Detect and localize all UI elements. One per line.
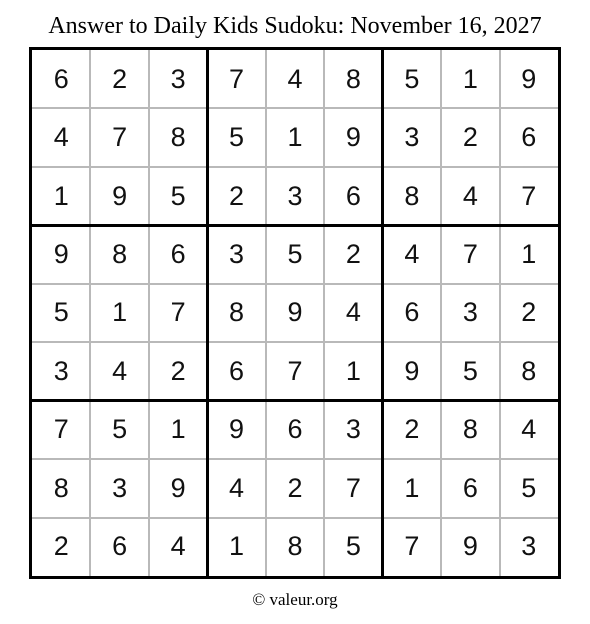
- sudoku-cell: 5: [53, 297, 69, 328]
- sudoku-cell: 2: [345, 239, 361, 270]
- sudoku-cell: 8: [404, 180, 420, 211]
- sudoku-cell: 3: [170, 63, 186, 94]
- sudoku-cell: 3: [521, 531, 537, 562]
- sudoku-cell: 9: [521, 63, 537, 94]
- sudoku-cell: 3: [404, 122, 420, 153]
- sudoku-cell: 8: [112, 239, 128, 270]
- sudoku-cell: 3: [462, 297, 478, 328]
- sudoku-cell: 6: [170, 239, 186, 270]
- copyright-footer: © valeur.org: [252, 590, 338, 609]
- sudoku-cell: 8: [462, 414, 478, 445]
- sudoku-cell: 8: [345, 63, 361, 94]
- sudoku-cell: 7: [229, 63, 245, 94]
- sudoku-cell: 1: [53, 180, 69, 211]
- sudoku-cell: 5: [112, 414, 128, 445]
- sudoku-cell: 9: [287, 297, 303, 328]
- sudoku-cell: 5: [345, 531, 361, 562]
- sudoku-cell: 2: [404, 414, 420, 445]
- sudoku-cell: 8: [53, 472, 69, 503]
- sudoku-cell: 8: [521, 355, 537, 386]
- sudoku-cell: 4: [345, 297, 361, 328]
- sudoku-cell: 9: [229, 414, 245, 445]
- sudoku-cell: 1: [170, 414, 186, 445]
- sudoku-cell: 6: [404, 297, 420, 328]
- sudoku-cell: 7: [404, 531, 420, 562]
- sudoku-cell: 2: [112, 63, 128, 94]
- sudoku-cell: 4: [229, 472, 245, 503]
- sudoku-cell: 7: [53, 414, 69, 445]
- page-title: Answer to Daily Kids Sudoku: November 16, 2027: [48, 13, 542, 39]
- sudoku-cell: 5: [170, 180, 186, 211]
- sudoku-cell: 3: [53, 355, 69, 386]
- sudoku-cell: 9: [462, 531, 478, 562]
- sudoku-cell: 6: [345, 180, 361, 211]
- sudoku-cell: 7: [287, 355, 303, 386]
- sudoku-cell: 1: [229, 531, 245, 562]
- sudoku-cell: 4: [462, 180, 478, 211]
- sudoku-cell: 9: [404, 355, 420, 386]
- sudoku-cell: 8: [170, 122, 186, 153]
- sudoku-cell: 4: [53, 122, 69, 153]
- sudoku-cell: 7: [112, 122, 128, 153]
- sudoku-cell: 4: [112, 355, 128, 386]
- sudoku-cell: 5: [462, 355, 478, 386]
- sudoku-cell: 6: [53, 63, 69, 94]
- sudoku-cell: 1: [287, 122, 303, 153]
- sudoku-cell: 4: [170, 531, 186, 562]
- sudoku-cell: 3: [112, 472, 128, 503]
- sudoku-board: [29, 47, 561, 579]
- sudoku-cell: 7: [462, 239, 478, 270]
- sudoku-cell: 6: [112, 531, 128, 562]
- sudoku-cell: 2: [462, 122, 478, 153]
- sudoku-cell: 4: [287, 63, 303, 94]
- sudoku-cell: 9: [170, 472, 186, 503]
- sudoku-cell: 2: [170, 355, 186, 386]
- sudoku-cell: 9: [345, 122, 361, 153]
- sudoku-cell: 2: [287, 472, 303, 503]
- sudoku-cell: 1: [345, 355, 361, 386]
- sudoku-cell: 3: [287, 180, 303, 211]
- sudoku-cell: 1: [521, 239, 537, 270]
- sudoku-cell: 4: [404, 239, 420, 270]
- sudoku-cell: 8: [229, 297, 245, 328]
- sudoku-cell: 7: [521, 180, 537, 211]
- sudoku-cell: 2: [521, 297, 537, 328]
- sudoku-cell: 5: [521, 472, 537, 503]
- sudoku-cell: 5: [287, 239, 303, 270]
- sudoku-cell: 7: [345, 472, 361, 503]
- sudoku-cell: 6: [287, 414, 303, 445]
- sudoku-cell: 6: [462, 472, 478, 503]
- sudoku-cell: 3: [229, 239, 245, 270]
- sudoku-cell: 8: [287, 531, 303, 562]
- sudoku-cell: 6: [229, 355, 245, 386]
- sudoku-cell: 4: [521, 414, 537, 445]
- sudoku-cell: 2: [229, 180, 245, 211]
- sudoku-cell: 1: [404, 472, 420, 503]
- sudoku-cell: 2: [53, 531, 69, 562]
- sudoku-cell: 7: [170, 297, 186, 328]
- sudoku-cell: 9: [53, 239, 69, 270]
- sudoku-cell: 5: [404, 63, 420, 94]
- sudoku-cell: 1: [112, 297, 128, 328]
- sudoku-cell: 1: [462, 63, 478, 94]
- sudoku-cell: 5: [229, 122, 245, 153]
- sudoku-cell: 9: [112, 180, 128, 211]
- sudoku-cell: 6: [521, 122, 537, 153]
- sudoku-cell: 3: [345, 414, 361, 445]
